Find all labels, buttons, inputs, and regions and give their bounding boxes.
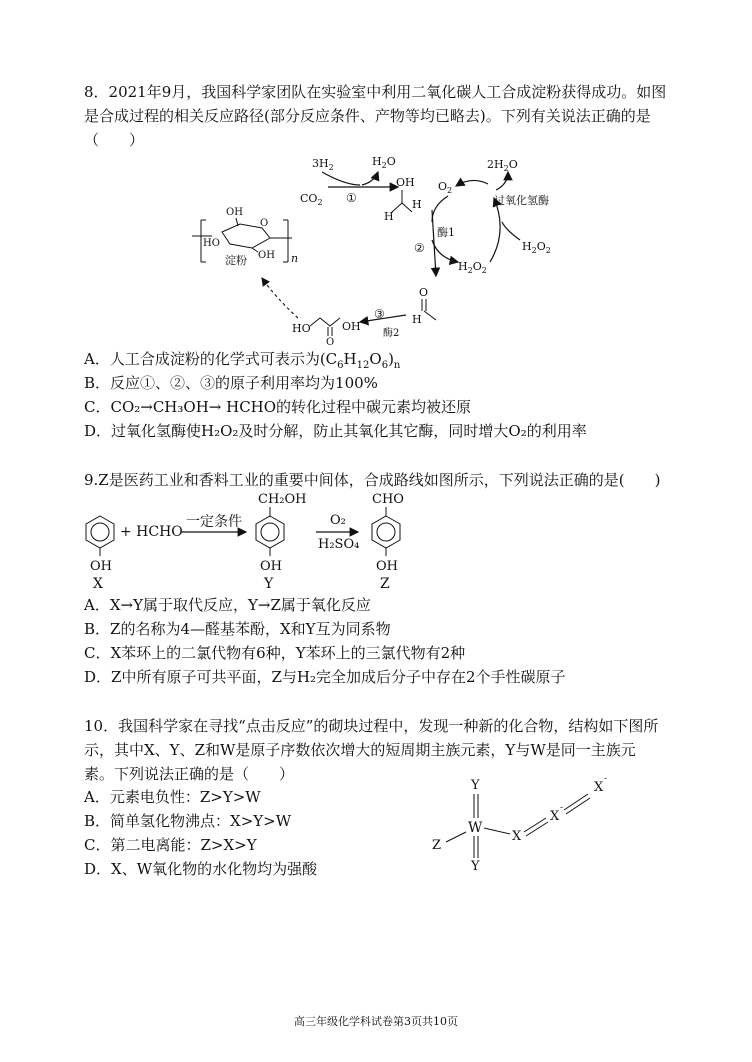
- starch-n: n: [291, 252, 299, 265]
- x-mid-atom: X: [550, 809, 560, 824]
- x-left-atom: X: [512, 829, 522, 844]
- q8-answer-paren: （ ）: [84, 131, 145, 149]
- methanol-h-left: H: [384, 210, 394, 223]
- q9-option-c: C．X苯环上的二氯代物有6种，Y苯环上的三氯代物有2种: [84, 644, 466, 662]
- y-bottom-atom: Y: [471, 859, 480, 874]
- starch-oh-top: OH: [226, 207, 243, 218]
- q8-option-b: B．反应①、②、③的原子利用率均为100%: [84, 374, 378, 392]
- enzyme1-label: 酶1: [437, 226, 455, 239]
- y-oh: OH: [260, 559, 282, 574]
- q9-option-d: D．Z中所有原子可共平面，Z与H₂完全加成后分子中存在2个手性碳原子: [84, 668, 566, 686]
- two-h2o-label: $2H_2O$: [487, 158, 518, 173]
- catalase-label: 过氧化氢酶: [494, 194, 549, 207]
- q10-option-b: B．简单氢化物沸点：X>Y>W: [84, 812, 292, 830]
- starch-ho: HO: [203, 238, 220, 249]
- starch-label: 淀粉: [225, 254, 247, 267]
- h2o2-left-label: $H_2O_2$: [458, 260, 487, 275]
- x-right-atom: X: [594, 780, 604, 795]
- dha-o: O: [326, 337, 335, 348]
- q10-stem-line1: 10．我国科学家在寻找“点击反应”的砌块过程中，发现一种新的化合物，结构如下图所: [84, 717, 659, 735]
- enzyme2-label: 酶2: [383, 328, 400, 339]
- q10-option-c: C．第二电离能：Z>X>Y: [84, 836, 257, 854]
- x-oh: OH: [90, 559, 112, 574]
- h2-label: $3H_2$: [312, 157, 334, 172]
- q9-stem: 9.Z是医药工业和香料工业的重要中间体，合成路线如图所示，下列说法正确的是( ): [84, 471, 661, 489]
- dha-ho: HO: [292, 322, 311, 335]
- o2-label: $O_2$: [438, 180, 453, 195]
- q10-option-d: D．X、W氧化物的水化物均为强酸: [84, 860, 318, 878]
- q10-option-a: A．元素电负性：Z>Y>W: [84, 788, 261, 806]
- z-top: CHO: [372, 492, 404, 507]
- z-atom: Z: [432, 838, 442, 853]
- co2-label: $CO_2$: [300, 192, 323, 207]
- condition-label: 一定条件: [186, 514, 242, 530]
- y-top-atom: Y: [471, 778, 480, 793]
- h2o2-right-label: $H_2O_2$: [522, 240, 551, 255]
- x-label: X: [93, 576, 103, 592]
- w-atom: W: [468, 820, 483, 836]
- q8-stem-line2: 是合成过程的相关反应路径(部分反应条件、产物等均已略去)。下列有关说法正确的是: [84, 107, 651, 125]
- q9-option-b: B．Z的名称为4—醛基苯酚，X和Y互为同系物: [84, 620, 391, 638]
- starch-oh-bottom: OH: [258, 250, 275, 261]
- step2-marker: ②: [414, 241, 425, 255]
- y-label: Y: [264, 576, 274, 592]
- methanol-h-right: H: [412, 198, 422, 211]
- h2o-label-top: $H_2O$: [372, 155, 396, 170]
- q8-option-a: A．人工合成淀粉的化学式可表示为$(C_6H_{12}O_6)_n$: [84, 350, 401, 371]
- methanol-oh: OH: [396, 176, 415, 189]
- reagent-o2: O₂: [330, 513, 346, 528]
- plus-hcho: + HCHO: [120, 524, 183, 540]
- reagent-h2so4: H₂SO₄: [318, 537, 360, 552]
- formaldehyde-h: H: [412, 313, 422, 326]
- starch-o: O: [260, 218, 269, 229]
- step1-marker: ①: [346, 191, 357, 205]
- y-top: CH₂OH: [258, 492, 307, 507]
- q10-stem-line3: 素。下列说法正确的是（ ）: [84, 765, 295, 783]
- q8-option-c: C．CO₂→CH₃OH→ HCHO的转化过程中碳元素均被还原: [84, 398, 472, 416]
- dha-oh: OH: [342, 320, 361, 333]
- q10-stem-line2: 示，其中X、Y、Z和W是原子序数依次增大的短周期主族元素，Y与W是同一主族元: [84, 741, 636, 759]
- q9-option-a: A．X→Y属于取代反应，Y→Z属于氧化反应: [84, 596, 371, 614]
- step3-marker: ③: [374, 307, 385, 321]
- q8-stem-line1: 8．2021年9月，我国科学家团队在实验室中利用二氧化碳人工合成淀粉获得成功。如图: [84, 83, 667, 101]
- z-oh: OH: [376, 559, 398, 574]
- formaldehyde-o: O: [419, 286, 429, 299]
- q8-option-d: D．过氧化氢酶使H₂O₂及时分解，防止其氧化其它酶，同时增大O₂的利用率: [84, 422, 587, 440]
- x-right-charge: -: [604, 774, 608, 784]
- page-footer: 高三年级化学科试卷第3页共10页: [294, 1015, 458, 1028]
- x-mid-charge: -: [560, 803, 564, 813]
- z-label: Z: [380, 576, 390, 592]
